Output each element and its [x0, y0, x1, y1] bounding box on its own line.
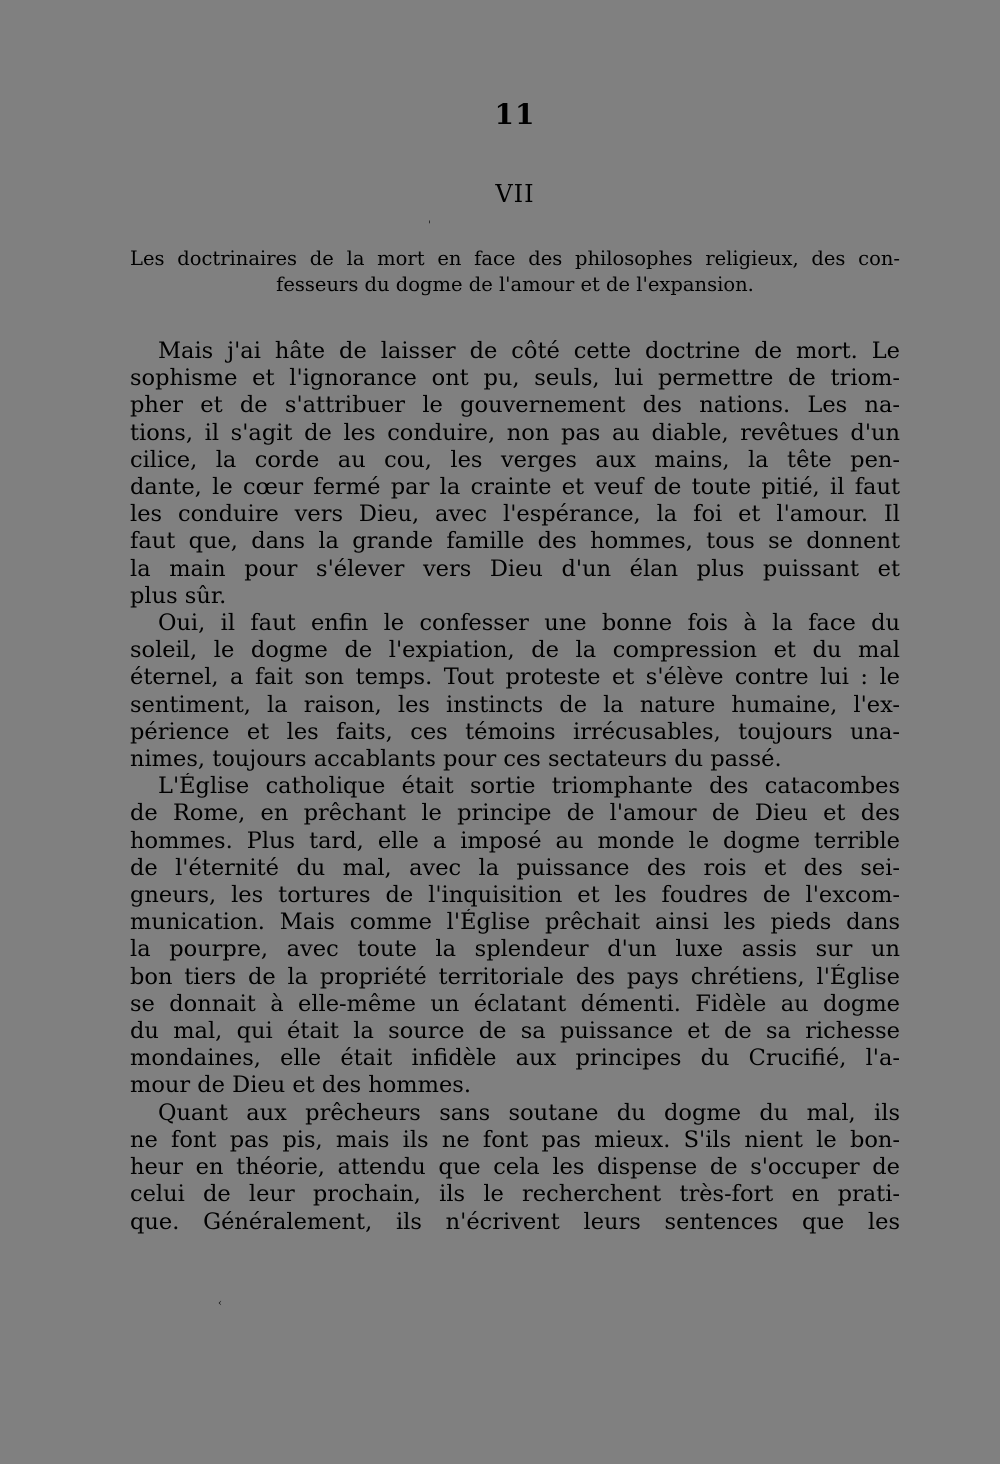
print-speck: ‹ [218, 1298, 222, 1309]
text-line: du mal, qui était la source de sa puissance et de sa richesse [130, 1018, 900, 1045]
chapter-summary [130, 246, 900, 298]
body-text [130, 338, 900, 1236]
text-line: bon tiers de la propriété territoriale des pays chrétiens, l'Église [130, 963, 900, 990]
print-speck: ' [428, 220, 431, 231]
text-line: plus sûr. [130, 582, 227, 609]
text-line: mour de Dieu et des hommes. [130, 1072, 471, 1099]
text-line: soleil, le dogme de l'expiation, de la compression et du mal [130, 637, 900, 664]
text-line: pher et de s'attribuer le gouvernement des nations. Les na- [130, 392, 900, 419]
chapter-heading: VII [495, 180, 535, 208]
text-line: périence et les faits, ces témoins irrécusables, toujours una- [130, 718, 900, 745]
text-line: sophisme et l'ignorance ont pu, seuls, lui permettre de triom- [130, 365, 900, 392]
text-line: dante, le cœur fermé par la crainte et veuf de toute pitié, il faut [130, 474, 900, 501]
chapter-summary-line: Les doctrinaires de la mort en face des philosophes religieux, des con- [130, 247, 900, 270]
text-line: la main pour s'élever vers Dieu d'un élan plus puissant et [130, 555, 900, 582]
text-line: se donnait à elle-même un éclatant démenti. Fidèle au dogme [130, 990, 900, 1017]
text-line: munication. Mais comme l'Église prêchait ainsi les pieds dans [130, 909, 900, 936]
text-line: mondaines, elle était infidèle aux principes du Crucifié, l'a- [130, 1045, 900, 1072]
text-line: gneurs, les tortures de l'inquisition et les foudres de l'excom- [130, 882, 900, 909]
text-line: éternel, a fait son temps. Tout proteste et s'élève contre lui : le [130, 664, 900, 691]
text-line: celui de leur prochain, ils le recherchent très-fort en prati- [130, 1181, 900, 1208]
text-line: sentiment, la raison, les instincts de la nature humaine, l'ex- [130, 691, 900, 718]
text-line: tions, il s'agit de les conduire, non pas au diable, revêtues d'un [130, 419, 900, 446]
text-line: Quant aux prêcheurs sans soutane du dogme du mal, ils [158, 1099, 900, 1126]
text-line: que. Généralement, ils n'écrivent leurs sentences que les [130, 1208, 900, 1235]
text-line: les conduire vers Dieu, avec l'espérance, la foi et l'amour. Il [130, 501, 900, 528]
text-line: heur en théorie, attendu que cela les dispense de s'occuper de [130, 1154, 900, 1181]
text-line: Mais j'ai hâte de laisser de côté cette doctrine de mort. Le [158, 338, 900, 364]
text-line: cilice, la corde au cou, les verges aux mains, la tête pen- [130, 446, 900, 473]
text-line: la pourpre, avec toute la splendeur d'un luxe assis sur un [130, 936, 900, 963]
text-line: hommes. Plus tard, elle a imposé au monde le dogme terrible [130, 827, 900, 854]
text-line: Oui, il faut enfin le confesser une bonne fois à la face du [158, 610, 900, 637]
text-line: L'Église catholique était sortie triomphante des catacombes [158, 773, 900, 800]
text-line: ne font pas pis, mais ils ne font pas mieux. S'ils nient le bon- [130, 1126, 900, 1153]
chapter-summary-line: fesseurs du dogme de l'amour et de l'expansion. [276, 273, 754, 296]
page-number: 11 [494, 98, 536, 131]
text-line: nimes, toujours accablants pour ces sectateurs du passé. [130, 746, 782, 773]
text-line: faut que, dans la grande famille des hommes, tous se donnent [130, 528, 900, 555]
text-line: de l'éternité du mal, avec la puissance des rois et des sei- [130, 854, 900, 881]
text-line: de Rome, en prêchant le principe de l'amour de Dieu et des [130, 800, 900, 827]
